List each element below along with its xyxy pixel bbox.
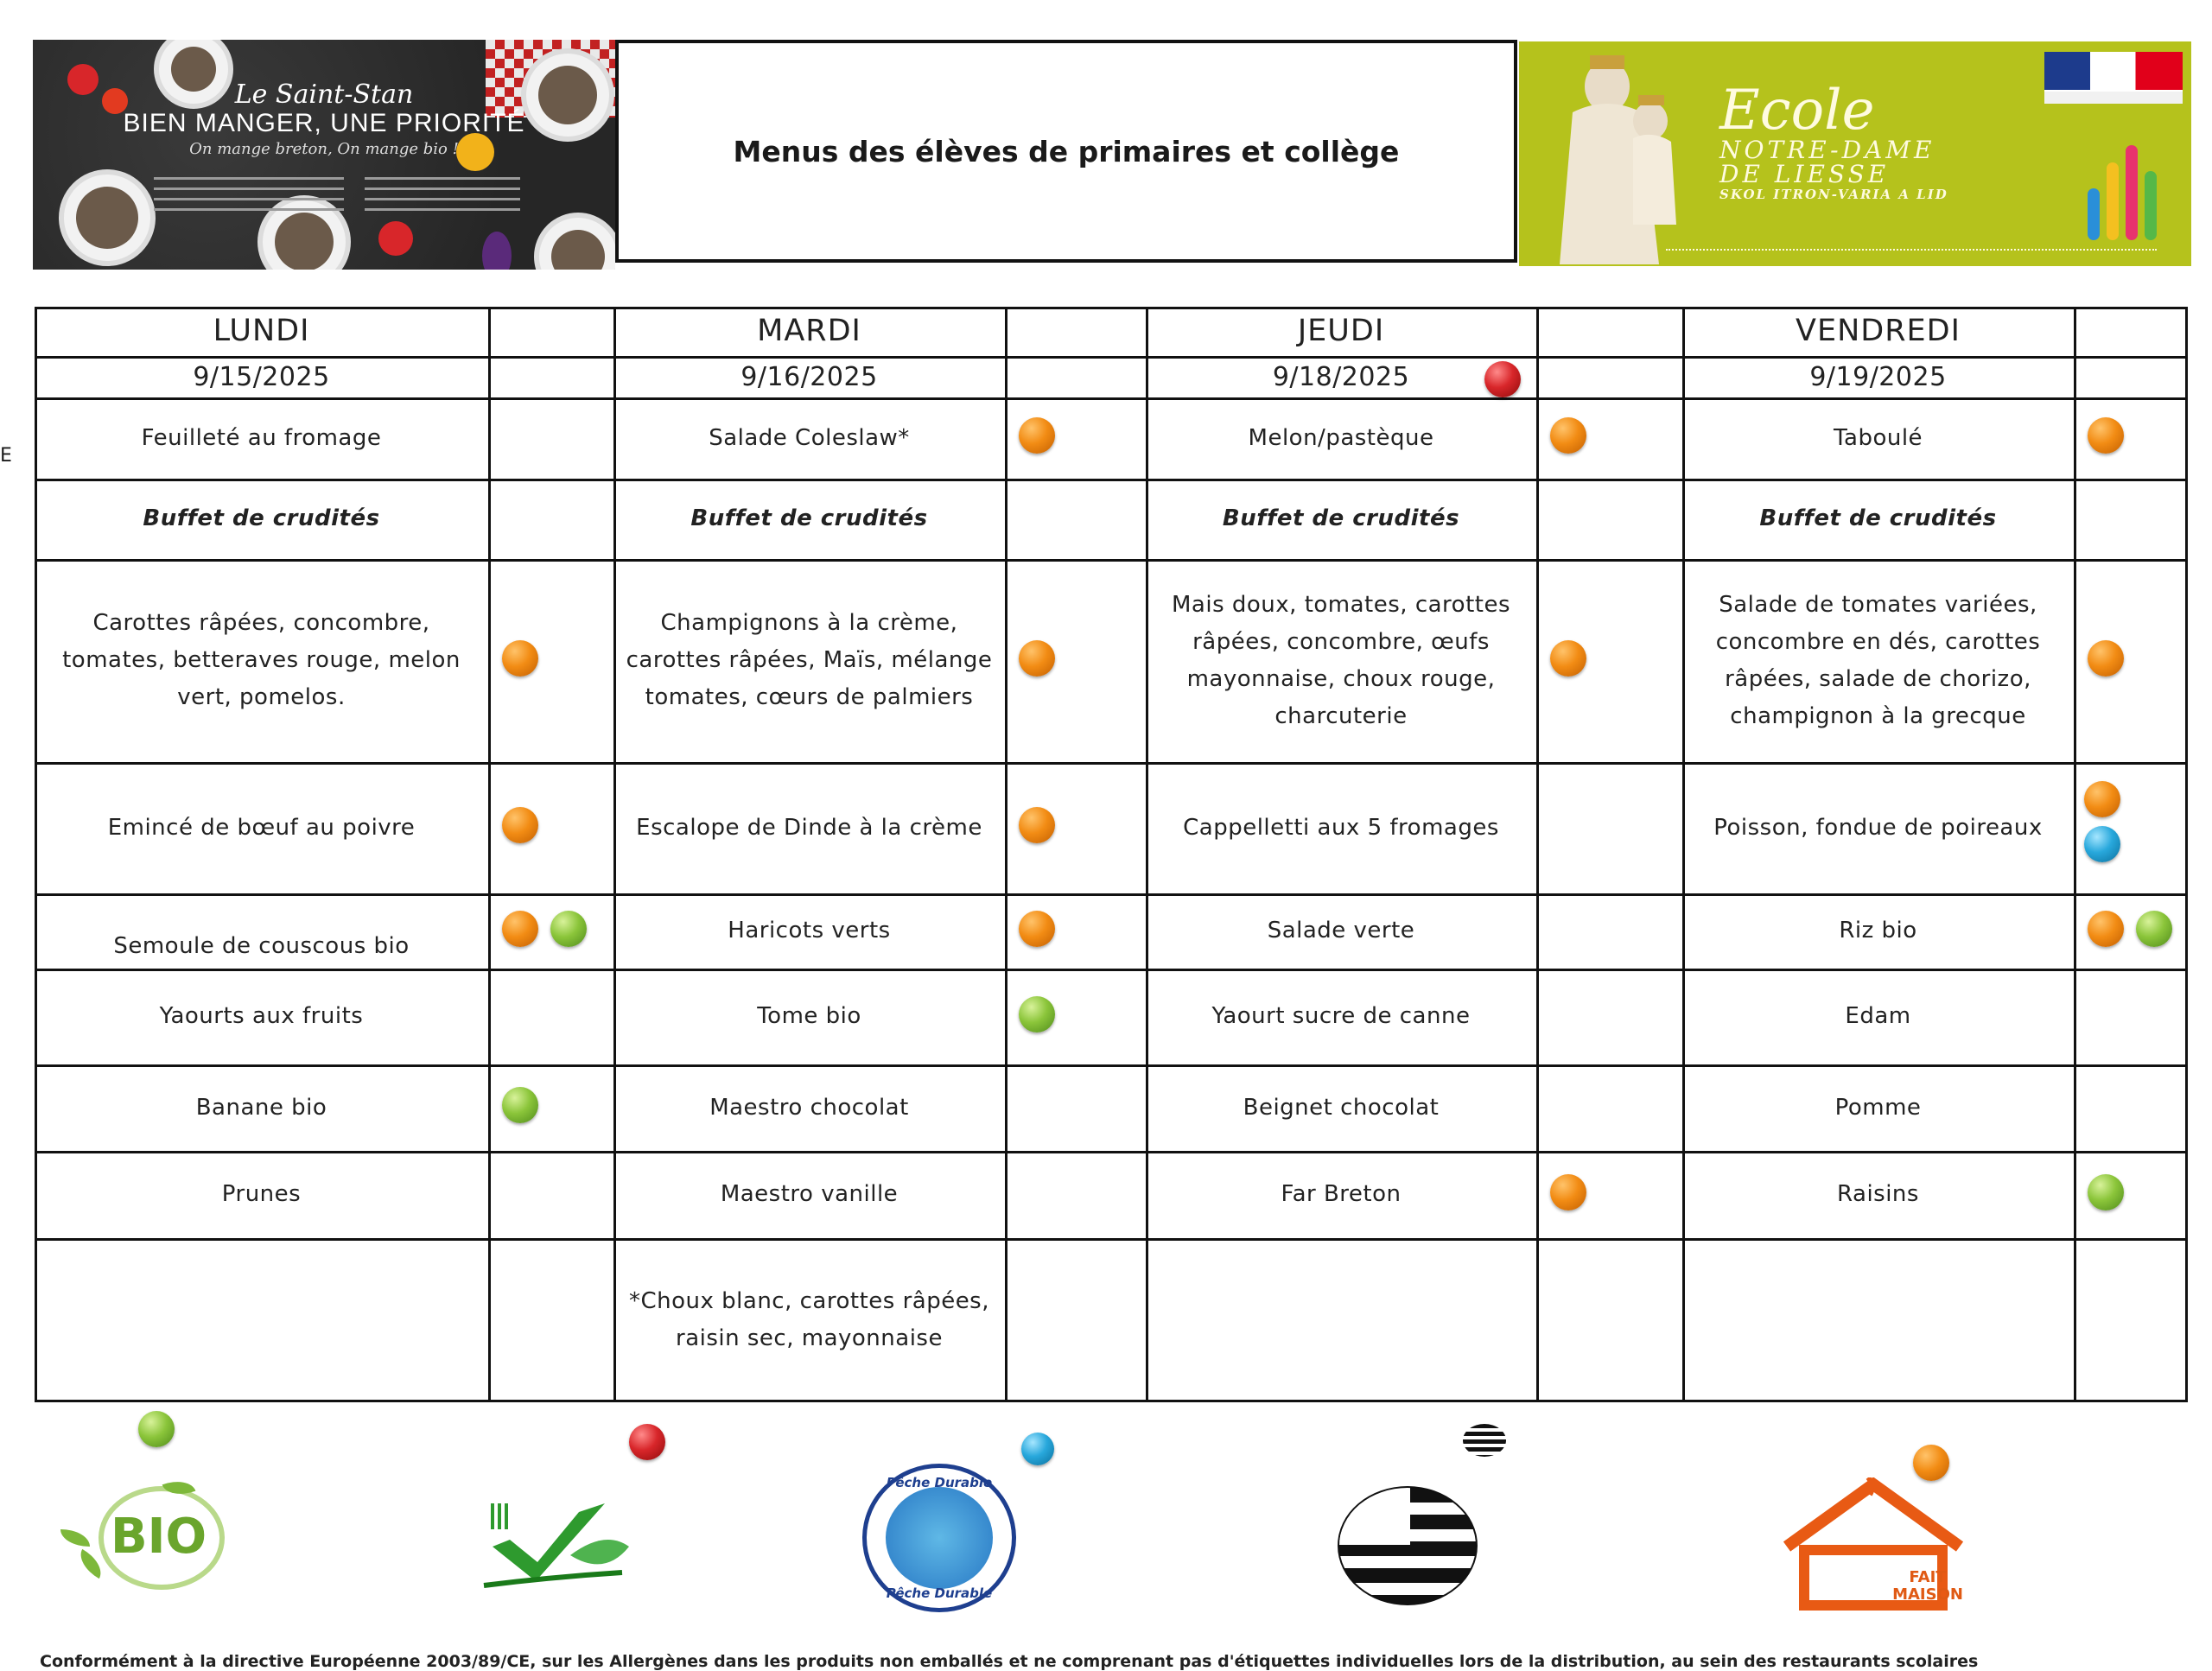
menu-item: Pomme [1834,1094,1922,1121]
green-badge [502,1087,538,1123]
red-badge [1484,361,1521,397]
orange-badge [1019,417,1055,454]
day-date: 9/16/2025 [741,361,878,392]
madonna-statue-icon [1555,52,1685,264]
menu-table [35,307,2188,1402]
menu-item: Edam [1845,1003,1911,1029]
plate-icon [59,169,156,266]
orange-badge [2088,417,2124,454]
day-header: MARDI [757,314,861,348]
menu-item: Feuilleté au fromage [141,424,382,451]
menu-item: Maestro chocolat [709,1094,909,1121]
day-header: VENDREDI [1796,314,1961,348]
menu-item: Champignons à la crème, carottes râpées, Maïs, mélange tomates, cœurs de palmiers [626,610,993,710]
school-line-2: DE LIESSE [1719,160,1890,188]
school-header-banner [1519,41,2191,266]
menu-item: Riz bio [1839,918,1917,944]
green-badge [1019,996,1055,1032]
menu-item: Salade de tomates variées, concombre en dés, carottes râpées, salade de chorizo, champignon à la grecque [1715,591,2041,729]
menu-item: Buffet de crudités [690,505,928,531]
menu-item: Cappelletti aux 5 fromages [1183,814,1499,841]
menu-item: Maestro vanille [720,1181,899,1207]
menu-item: Salade Coleslaw* [709,424,910,451]
bio-logo-label: BIO [111,1509,207,1565]
empty-menu-cell [1151,1238,1531,1402]
orange-badge [502,807,538,843]
brand-script: Le Saint-Stan [234,79,414,110]
page-title [615,40,1517,263]
orange-badge [2088,640,2124,677]
blue-badge [2084,826,2120,862]
page-title-text: Menus des élèves de primaires et collège [733,134,1400,168]
day-date: 9/18/2025 [1272,361,1410,392]
orange-badge [1019,911,1055,947]
menu-item: *Choux blanc, carottes râpées, raisin sec, mayonnaise [628,1288,989,1351]
menu-item: Beignet chocolat [1243,1094,1440,1121]
day-header: LUNDI [213,314,310,348]
menu-item: Buffet de crudités [1222,505,1460,531]
menu-item: Taboulé [1833,424,1923,451]
empty-menu-cell [1688,1238,2069,1402]
menu-item: Carottes râpées, concombre, tomates, betteraves rouge, melon vert, pomelos. [62,610,461,710]
allergen-disclaimer: Conformément à la directive Européenne 2003/89/CE, sur les Allergènes dans les produits non emballés et ne comprenant pas d'étiquettes individuelles lors de la distribution, au sein des restaurants scolaires [40,1652,1979,1671]
menu-item: Emincé de bœuf au poivre [107,814,416,841]
sustainable-fishing-logo-icon [862,1464,1016,1612]
menu-item: Prunes [221,1181,302,1207]
homemade-logo-icon [1778,1477,1968,1616]
menu-item: Yaourts aux fruits [159,1003,364,1029]
school-name [1719,79,1948,202]
legend-fish-badge [1021,1433,1054,1465]
menu-item: Banane bio [195,1094,327,1121]
colored-bars-logo-icon [2079,137,2174,257]
orange-badge [2084,781,2120,817]
green-badge [2088,1174,2124,1210]
banner-tagline: On mange breton, On mange bio ! [189,140,459,158]
orange-badge [1550,640,1586,677]
day-header: JEUDI [1297,314,1385,348]
school-word: Ecole [1719,79,1875,143]
orange-badge [1019,807,1055,843]
banner-text-lines [365,169,520,219]
orange-badge [502,911,538,947]
stray-margin-mark: E [0,445,12,467]
menu-item: Haricots verts [728,918,891,944]
menu-item: Raisins [1837,1181,1919,1207]
menu-item: Melon/pastèque [1248,424,1434,451]
menu-item: Salade verte [1267,918,1415,944]
republique-francaise-logo-icon [2044,52,2183,104]
menu-item: Yaourt sucre de canne [1211,1003,1471,1029]
fish-logo-label-bottom: Pêche Durable [886,1585,993,1601]
legend-vegetarian-badge [629,1424,665,1460]
legend-breton-badge-icon [1463,1424,1506,1457]
school-line-1: NOTRE-DAME [1719,136,1936,164]
bio-logo-icon [60,1469,225,1598]
orange-badge [1550,417,1586,454]
menu-item: Mais doux, tomates, carottes râpées, concombre, œufs mayonnaise, choux rouge, charcuterie [1171,591,1510,729]
banner-headline: BIEN MANGER, UNE PRIORITÉ [123,109,525,137]
tomato-icon [378,221,413,256]
green-badge [550,911,587,947]
orange-badge [502,640,538,677]
orange-badge [1019,640,1055,677]
vegetarian-logo-icon [475,1495,631,1590]
legend-homemade-badge [1913,1445,1949,1481]
menu-item: Escalope de Dinde à la crème [636,814,982,841]
menu-item: Poisson, fondue de poireaux [1713,814,2043,841]
school-line-3: SKOL ITRON-VARIA A LID [1719,187,1948,202]
menu-item: Tome bio [757,1003,861,1029]
banner-text-lines [154,169,344,219]
orange-badge [2088,911,2124,947]
day-date: 9/15/2025 [193,361,330,392]
homemade-logo-label: FAIT MAISON [1892,1568,1963,1604]
school-address-strip [1666,249,2157,257]
empty-menu-cell [40,1238,483,1402]
left-header-banner [33,40,615,270]
legend-bio-badge [138,1411,175,1447]
menu-item: Semoule de couscous bio [113,933,410,959]
menu-item: Buffet de crudités [143,505,380,531]
green-badge [2136,911,2172,947]
fish-logo-label-top: Pêche Durable [886,1475,993,1490]
breton-flag-icon [1338,1486,1478,1605]
menu-item: Far Breton [1281,1181,1402,1207]
orange-badge [1550,1174,1586,1210]
menu-item: Buffet de crudités [1759,505,1997,531]
day-date: 9/19/2025 [1809,361,1947,392]
